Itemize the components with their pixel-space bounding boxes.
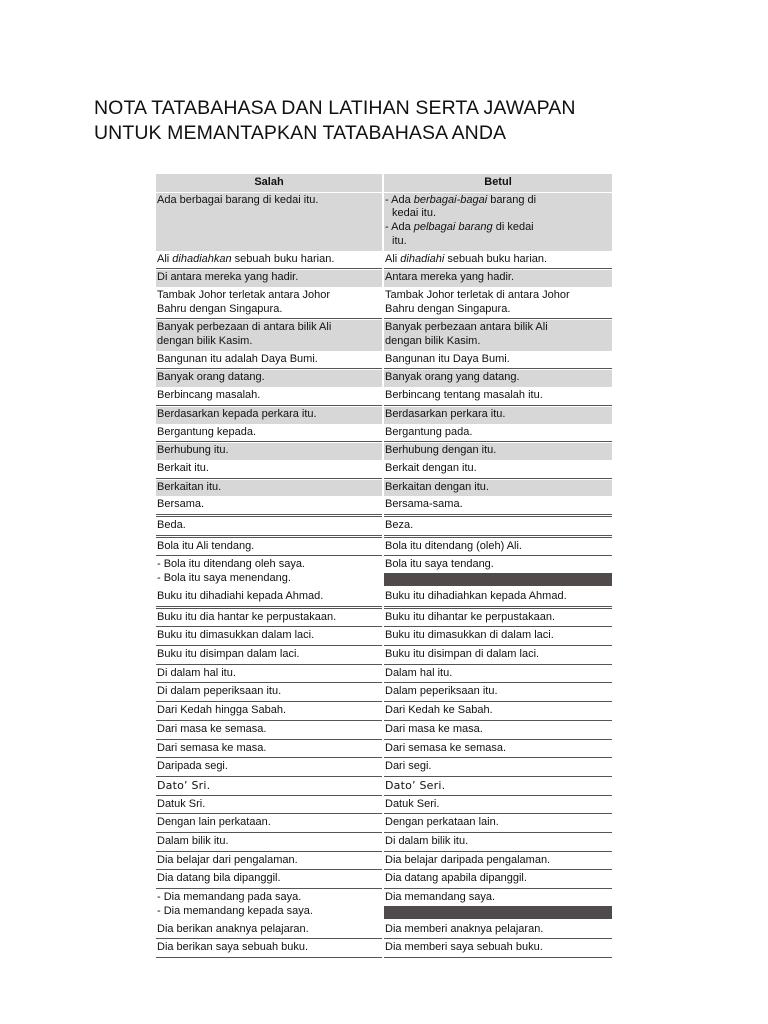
- cell-betul: [384, 443, 612, 460]
- cell-betul: [384, 647, 612, 665]
- cell-salah: [156, 871, 382, 889]
- cell-line: Bahru dengan Singapura.: [385, 302, 511, 315]
- cell-line: Buku itu dihadiahkan kepada Ahmad.: [385, 589, 567, 602]
- cell-betul: [384, 722, 612, 740]
- table-row: [156, 940, 612, 958]
- cell-salah: [156, 778, 382, 796]
- cell-line: Dia memberi anaknya pelajaran.: [385, 922, 544, 935]
- cell-line: Banyak perbezaan di antara bilik Ali: [157, 321, 332, 334]
- table-row: [156, 193, 612, 251]
- cell-salah: [156, 557, 382, 587]
- cell-salah: [156, 647, 382, 665]
- cell-line: Berbincang tentang masalah itu.: [385, 389, 543, 402]
- cell-line: Dari Kedah ke Sabah.: [385, 704, 493, 717]
- cell-betul: [384, 815, 612, 833]
- cell-line: Dia berikan saya sebuah buku.: [157, 941, 309, 954]
- table-row: [156, 518, 612, 538]
- cell-betul: [384, 890, 612, 920]
- cell-betul: [384, 778, 612, 796]
- cell-betul: [384, 871, 612, 889]
- cell-line: Dari semasa ke semasa.: [385, 741, 507, 754]
- cell-line: Dia datang apabila dipanggil.: [385, 872, 527, 885]
- header-betul: Betul: [384, 174, 612, 192]
- table-row: [156, 741, 612, 759]
- cell-salah: [156, 320, 382, 350]
- table-body: [156, 193, 612, 958]
- cell-betul: [384, 461, 612, 479]
- table-row: [156, 370, 612, 387]
- cell-line: dengan bilik Kasim.: [157, 335, 253, 348]
- italic-term: berbagai-bagai: [413, 193, 488, 206]
- cell-salah: [156, 628, 382, 646]
- cell-line: Dengan perkataan lain.: [385, 816, 499, 829]
- cell-line: Buku itu dia hantar ke perpustakaan.: [157, 610, 337, 623]
- cell-line: Banyak orang yang datang.: [385, 371, 520, 384]
- cell-line: - Dia memandang pada saya.: [157, 891, 302, 904]
- table-row: [156, 703, 612, 721]
- cell-line: Dari Kedah hingga Sabah.: [157, 704, 287, 717]
- cell-salah: [156, 497, 382, 517]
- table-row: [156, 890, 612, 920]
- cell-line: kedai itu.: [392, 207, 437, 220]
- cell-betul: [384, 610, 612, 628]
- cell-salah: [156, 425, 382, 443]
- cell-line: Dia belajar daripada pengalaman.: [385, 853, 551, 866]
- cell-line: Datuk Seri.: [385, 797, 440, 810]
- cell-line: Dalam peperiksaan itu.: [385, 685, 498, 698]
- cell-betul: [384, 684, 612, 702]
- cell-line: Bola itu Ali tendang.: [157, 539, 255, 552]
- cell-salah: [156, 589, 382, 609]
- italic-term: dihadiahi: [400, 252, 445, 265]
- italic-term: dihadiahkan: [172, 252, 232, 265]
- cell-salah: [156, 759, 382, 777]
- cell-salah: [156, 890, 382, 920]
- cell-betul: [384, 480, 612, 497]
- cell-line: Beda.: [157, 519, 186, 532]
- cell-salah: [156, 252, 382, 270]
- table-row: [156, 834, 612, 852]
- cell-betul: [384, 666, 612, 684]
- cell-betul: [384, 834, 612, 852]
- cell-line: - Ada pelbagai barang di kedai: [385, 221, 534, 234]
- cell-salah: [156, 797, 382, 815]
- cell-betul: [384, 922, 612, 940]
- cell-line: Dengan lain perkataan.: [157, 816, 271, 829]
- cell-line: Dari semasa ke masa.: [157, 741, 267, 754]
- page-title: [94, 96, 576, 146]
- cell-line: Banyak perbezaan antara bilik Ali: [385, 321, 548, 334]
- cell-betul: [384, 288, 612, 319]
- table-row: [156, 589, 612, 609]
- cell-betul: [384, 518, 612, 538]
- cell-betul: [384, 759, 612, 777]
- cell-line: Datuk Sri.: [157, 797, 206, 810]
- cell-line: Bersama.: [157, 498, 205, 511]
- cell-salah: [156, 834, 382, 852]
- cell-salah: [156, 815, 382, 833]
- cell-salah: [156, 703, 382, 721]
- table-row: [156, 684, 612, 702]
- table-row: [156, 797, 612, 815]
- cell-salah: [156, 722, 382, 740]
- table-row: [156, 539, 612, 557]
- cell-betul: [384, 539, 612, 557]
- table-row: [156, 610, 612, 628]
- table-row: [156, 352, 612, 370]
- cell-line: Bangunan itu adalah Daya Bumi.: [157, 352, 318, 365]
- cell-line: Dia datang bila dipanggil.: [157, 872, 281, 885]
- cell-salah: [156, 388, 382, 406]
- cell-salah: [156, 270, 382, 287]
- cell-line: Daripada segi.: [157, 760, 228, 773]
- table-row: [156, 320, 612, 350]
- cell-line: itu.: [392, 234, 407, 247]
- table-row: [156, 288, 612, 319]
- table-row: [156, 557, 612, 587]
- cell-line: Dato’ Seri.: [385, 778, 446, 792]
- cell-line: Bangunan itu Daya Bumi.: [385, 352, 510, 365]
- cell-salah: [156, 853, 382, 871]
- cell-line: Antara mereka yang hadir.: [385, 271, 515, 284]
- table-row: [156, 270, 612, 287]
- cell-line: Berkait itu.: [157, 461, 209, 474]
- header-salah: Salah: [156, 174, 382, 192]
- table-row: [156, 425, 612, 443]
- table-row: [156, 252, 612, 270]
- cell-betul: [384, 589, 612, 609]
- table-row: [156, 666, 612, 684]
- cell-line: Buku itu dihantar ke perpustakaan.: [385, 610, 556, 623]
- cell-line: Buku itu disimpan di dalam laci.: [385, 647, 540, 660]
- cell-salah: [156, 518, 382, 538]
- cell-line: Dari masa ke semasa.: [157, 722, 267, 735]
- cell-line: - Bola itu ditendang oleh saya.: [157, 558, 305, 571]
- cell-betul: [384, 370, 612, 387]
- cell-line: - Ada berbagai-bagai barang di: [385, 193, 537, 206]
- cell-line: Bersama-sama.: [385, 498, 463, 511]
- cell-salah: [156, 461, 382, 479]
- cell-line: Dia memandang saya.: [385, 891, 496, 904]
- grammar-table: [156, 174, 612, 959]
- cell-line: Di dalam peperiksaan itu.: [157, 685, 282, 698]
- cell-betul: [384, 741, 612, 759]
- cell-line: Dari masa ke masa.: [385, 722, 483, 735]
- dark-filler-block: [384, 906, 612, 919]
- cell-salah: [156, 610, 382, 628]
- table-row: [156, 778, 612, 796]
- cell-line: Bola itu saya tendang.: [385, 558, 494, 571]
- cell-line: Dato’ Sri.: [157, 778, 211, 792]
- cell-line: Buku itu dimasukkan dalam laci.: [157, 629, 315, 642]
- cell-line: Berkaitan itu.: [157, 480, 222, 493]
- cell-line: Dia memberi saya sebuah buku.: [385, 941, 543, 954]
- cell-salah: [156, 352, 382, 370]
- cell-line: Buku itu dihadiahi kepada Ahmad.: [157, 589, 324, 602]
- cell-line: dengan bilik Kasim.: [385, 335, 481, 348]
- cell-line: Dia berikan anaknya pelajaran.: [157, 922, 309, 935]
- cell-line: Bola itu ditendang (oleh) Ali.: [385, 539, 522, 552]
- cell-salah: [156, 443, 382, 460]
- cell-betul: [384, 797, 612, 815]
- cell-line: Ada berbagai barang di kedai itu.: [157, 193, 319, 206]
- cell-line: - Dia memandang kepada saya.: [157, 904, 313, 917]
- table-row: [156, 853, 612, 871]
- title-line-1: NOTA TATABAHASA DAN LATIHAN SERTA JAWAPAN: [94, 97, 576, 119]
- cell-line: Tambak Johor terletak di antara Johor: [385, 288, 570, 301]
- cell-betul: [384, 703, 612, 721]
- table-row: [156, 388, 612, 406]
- cell-line: Dia belajar dari pengalaman.: [157, 853, 298, 866]
- cell-line: Berhubung itu.: [157, 444, 229, 457]
- cell-betul: [384, 388, 612, 406]
- italic-term: pelbagai barang: [413, 221, 493, 234]
- table-row: [156, 722, 612, 740]
- table-row: [156, 871, 612, 889]
- cell-betul: [384, 425, 612, 443]
- cell-line: Bahru dengan Singapura.: [157, 302, 283, 315]
- cell-salah: [156, 922, 382, 940]
- cell-salah: [156, 193, 382, 251]
- cell-salah: [156, 407, 382, 424]
- cell-line: Ali dihadiahi sebuah buku harian.: [385, 252, 548, 265]
- cell-salah: [156, 940, 382, 958]
- table-header-row: [156, 174, 612, 192]
- table-row: [156, 922, 612, 940]
- cell-betul: [384, 853, 612, 871]
- cell-line: Dalam bilik itu.: [157, 835, 229, 848]
- cell-line: Tambak Johor terletak antara Johor: [157, 288, 331, 301]
- table-row: [156, 480, 612, 497]
- cell-line: Buku itu dimasukkan di dalam laci.: [385, 629, 554, 642]
- cell-betul: [384, 193, 612, 251]
- cell-salah: [156, 741, 382, 759]
- cell-line: Berhubung dengan itu.: [385, 444, 497, 457]
- cell-line: Berdasarkan kepada perkara itu.: [157, 407, 317, 420]
- cell-betul: [384, 497, 612, 517]
- cell-betul: [384, 320, 612, 350]
- cell-betul: [384, 352, 612, 370]
- cell-salah: [156, 288, 382, 319]
- cell-line: Di dalam hal itu.: [157, 666, 236, 679]
- cell-betul: [384, 252, 612, 270]
- dark-filler-block: [384, 573, 612, 586]
- table-row: [156, 628, 612, 646]
- cell-line: Ali dihadiahkan sebuah buku harian.: [157, 252, 335, 265]
- cell-line: Berbincang masalah.: [157, 389, 261, 402]
- cell-line: Di dalam bilik itu.: [385, 835, 469, 848]
- cell-line: Buku itu disimpan dalam laci.: [157, 647, 300, 660]
- cell-line: Di antara mereka yang hadir.: [157, 271, 299, 284]
- table-row: [156, 461, 612, 479]
- cell-salah: [156, 684, 382, 702]
- table-row: [156, 759, 612, 777]
- cell-line: Berkaitan dengan itu.: [385, 480, 489, 493]
- cell-betul: [384, 270, 612, 287]
- cell-salah: [156, 539, 382, 557]
- table-row: [156, 407, 612, 424]
- cell-line: Beza.: [385, 519, 414, 532]
- cell-line: Dalam hal itu.: [385, 666, 453, 679]
- table-row: [156, 443, 612, 460]
- cell-line: Berdasarkan perkara itu.: [385, 407, 506, 420]
- cell-betul: [384, 628, 612, 646]
- cell-betul: [384, 557, 612, 587]
- cell-line: Banyak orang datang.: [157, 371, 265, 384]
- cell-salah: [156, 370, 382, 387]
- cell-line: Dari segi.: [385, 760, 432, 773]
- table-row: [156, 815, 612, 833]
- title-line-2: UNTUK MEMANTAPKAN TATABAHASA ANDA: [94, 122, 507, 144]
- cell-salah: [156, 666, 382, 684]
- cell-betul: [384, 407, 612, 424]
- table-row: [156, 497, 612, 517]
- cell-betul: [384, 940, 612, 958]
- table-row: [156, 647, 612, 665]
- cell-line: Bergantung kepada.: [157, 425, 257, 438]
- cell-line: Berkait dengan itu.: [385, 461, 477, 474]
- cell-line: Bergantung pada.: [385, 425, 473, 438]
- cell-salah: [156, 480, 382, 497]
- cell-line: - Bola itu saya menendang.: [157, 572, 291, 585]
